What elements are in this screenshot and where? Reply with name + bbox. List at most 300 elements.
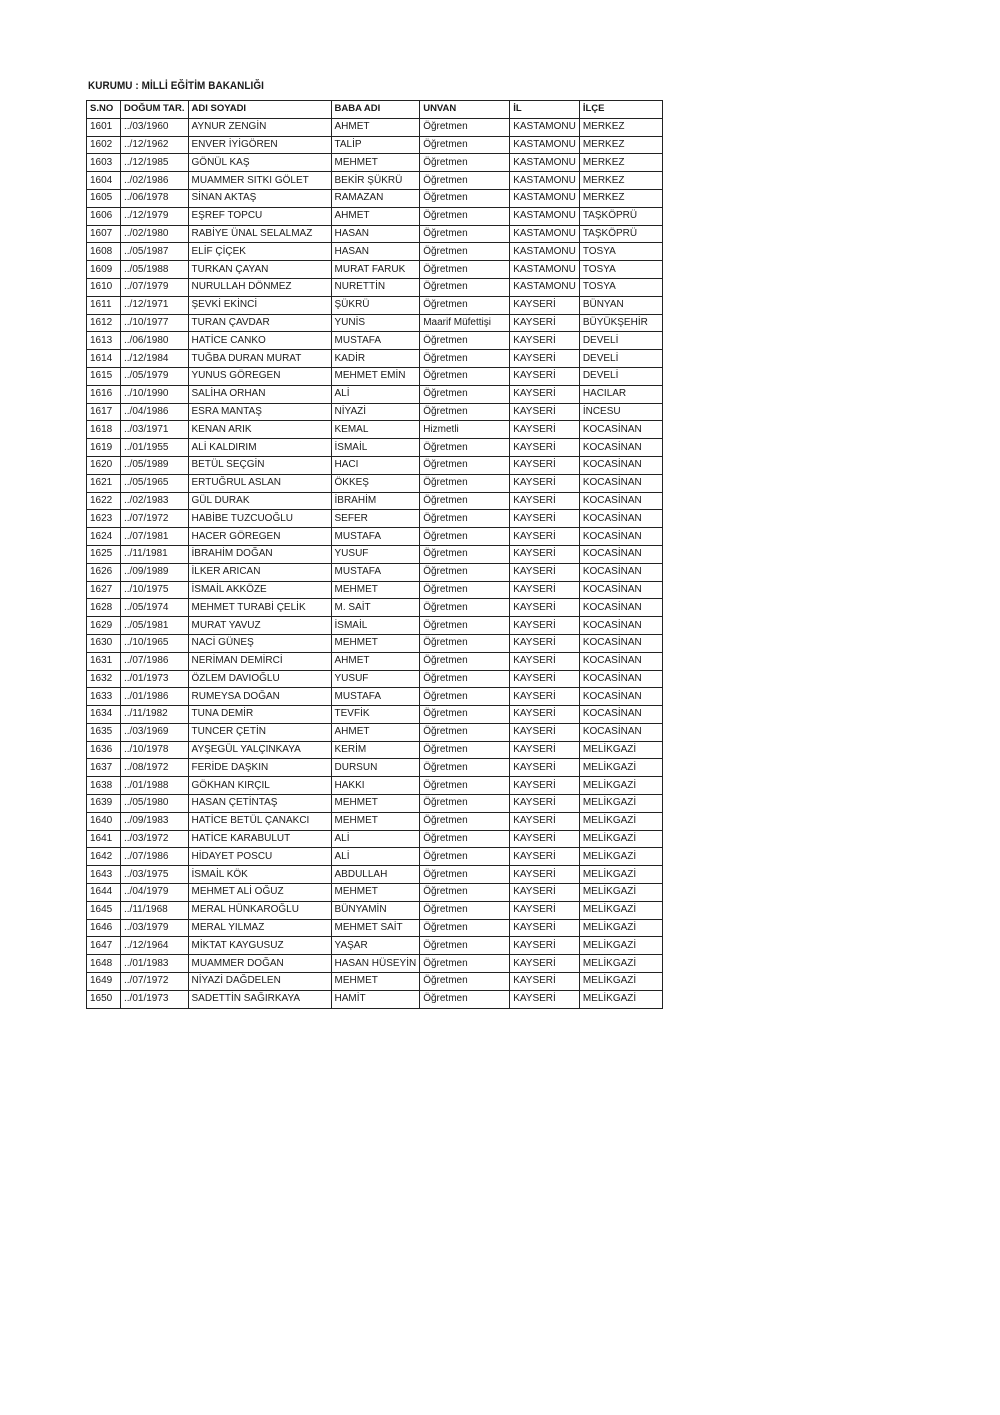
cell-full-name: MERAL YILMAZ (188, 919, 331, 937)
cell-sno: 1635 (87, 723, 121, 741)
header-title: UNVAN (420, 101, 510, 119)
cell-district: MERKEZ (579, 189, 662, 207)
cell-sno: 1609 (87, 261, 121, 279)
cell-birth-date: ../01/1973 (121, 990, 189, 1008)
cell-province: KAYSERİ (510, 812, 580, 830)
cell-sno: 1619 (87, 439, 121, 457)
cell-father-name: NİYAZİ (331, 403, 420, 421)
cell-sno: 1611 (87, 296, 121, 314)
cell-district: BÜYÜKŞEHİR (579, 314, 662, 332)
cell-district: KOCASİNAN (579, 706, 662, 724)
cell-province: KAYSERİ (510, 688, 580, 706)
cell-district: KOCASİNAN (579, 688, 662, 706)
cell-title: Öğretmen (420, 385, 510, 403)
cell-title: Öğretmen (420, 848, 510, 866)
cell-district: MELİKGAZİ (579, 759, 662, 777)
cell-full-name: MEHMET TURABİ ÇELİK (188, 599, 331, 617)
header-district: İLÇE (579, 101, 662, 119)
cell-birth-date: ../05/1988 (121, 261, 189, 279)
cell-sno: 1636 (87, 741, 121, 759)
cell-title: Öğretmen (420, 439, 510, 457)
cell-province: KAYSERİ (510, 599, 580, 617)
cell-title: Öğretmen (420, 172, 510, 190)
cell-full-name: HİDAYET POSCU (188, 848, 331, 866)
cell-province: KAYSERİ (510, 759, 580, 777)
cell-father-name: İSMAİL (331, 617, 420, 635)
cell-birth-date: ../03/1971 (121, 421, 189, 439)
cell-father-name: HASAN (331, 243, 420, 261)
cell-full-name: KENAN ARIK (188, 421, 331, 439)
cell-title: Öğretmen (420, 510, 510, 528)
cell-district: MELİKGAZİ (579, 884, 662, 902)
cell-district: TOSYA (579, 278, 662, 296)
cell-full-name: HASAN ÇETİNTAŞ (188, 795, 331, 813)
cell-father-name: M. SAİT (331, 599, 420, 617)
cell-father-name: MEHMET (331, 634, 420, 652)
cell-birth-date: ../03/1960 (121, 118, 189, 136)
table-row (87, 474, 663, 492)
table-row (87, 439, 663, 457)
cell-title: Öğretmen (420, 225, 510, 243)
table-row (87, 367, 663, 385)
cell-sno: 1622 (87, 492, 121, 510)
cell-title: Öğretmen (420, 866, 510, 884)
cell-province: KASTAMONU (510, 261, 580, 279)
cell-father-name: AHMET (331, 723, 420, 741)
cell-father-name: HAMİT (331, 990, 420, 1008)
cell-district: KOCASİNAN (579, 528, 662, 546)
cell-birth-date: ../07/1981 (121, 528, 189, 546)
cell-full-name: GÖKHAN KIRÇIL (188, 777, 331, 795)
cell-province: KAYSERİ (510, 617, 580, 635)
cell-province: KAYSERİ (510, 332, 580, 350)
cell-province: KAYSERİ (510, 955, 580, 973)
cell-district: MELİKGAZİ (579, 990, 662, 1008)
cell-title: Öğretmen (420, 973, 510, 991)
cell-father-name: BEKİR ŞÜKRÜ (331, 172, 420, 190)
cell-title: Öğretmen (420, 118, 510, 136)
cell-province: KAYSERİ (510, 741, 580, 759)
cell-title: Öğretmen (420, 670, 510, 688)
cell-province: KAYSERİ (510, 830, 580, 848)
cell-sno: 1637 (87, 759, 121, 777)
cell-province: KASTAMONU (510, 118, 580, 136)
table-row (87, 777, 663, 795)
cell-title: Öğretmen (420, 617, 510, 635)
cell-father-name: MEHMET SAİT (331, 919, 420, 937)
cell-title: Öğretmen (420, 884, 510, 902)
cell-birth-date: ../05/1981 (121, 617, 189, 635)
cell-title: Öğretmen (420, 261, 510, 279)
cell-sno: 1648 (87, 955, 121, 973)
cell-title: Öğretmen (420, 759, 510, 777)
cell-district: TOSYA (579, 243, 662, 261)
cell-province: KAYSERİ (510, 652, 580, 670)
cell-province: KAYSERİ (510, 350, 580, 368)
cell-father-name: MEHMET (331, 795, 420, 813)
cell-full-name: HATİCE CANKO (188, 332, 331, 350)
cell-father-name: ŞÜKRÜ (331, 296, 420, 314)
cell-title: Öğretmen (420, 350, 510, 368)
cell-province: KAYSERİ (510, 723, 580, 741)
cell-sno: 1623 (87, 510, 121, 528)
table-row (87, 261, 663, 279)
cell-province: KAYSERİ (510, 866, 580, 884)
cell-district: MERKEZ (579, 172, 662, 190)
cell-sno: 1603 (87, 154, 121, 172)
cell-birth-date: ../03/1975 (121, 866, 189, 884)
cell-title: Öğretmen (420, 901, 510, 919)
cell-sno: 1632 (87, 670, 121, 688)
table-row (87, 385, 663, 403)
table-row (87, 207, 663, 225)
cell-father-name: MEHMET (331, 154, 420, 172)
cell-sno: 1616 (87, 385, 121, 403)
cell-title: Öğretmen (420, 652, 510, 670)
cell-full-name: ŞEVKİ EKİNCİ (188, 296, 331, 314)
cell-title: Öğretmen (420, 777, 510, 795)
cell-province: KASTAMONU (510, 154, 580, 172)
cell-father-name: KADİR (331, 350, 420, 368)
cell-title: Öğretmen (420, 706, 510, 724)
cell-birth-date: ../06/1978 (121, 189, 189, 207)
cell-father-name: SEFER (331, 510, 420, 528)
cell-province: KAYSERİ (510, 385, 580, 403)
cell-province: KAYSERİ (510, 884, 580, 902)
cell-district: DEVELİ (579, 367, 662, 385)
cell-father-name: NURETTİN (331, 278, 420, 296)
cell-father-name: MURAT FARUK (331, 261, 420, 279)
cell-full-name: SİNAN AKTAŞ (188, 189, 331, 207)
cell-father-name: ABDULLAH (331, 866, 420, 884)
cell-title: Öğretmen (420, 955, 510, 973)
cell-title: Öğretmen (420, 296, 510, 314)
cell-title: Öğretmen (420, 723, 510, 741)
cell-title: Öğretmen (420, 154, 510, 172)
cell-district: KOCASİNAN (579, 545, 662, 563)
cell-birth-date: ../12/1979 (121, 207, 189, 225)
cell-father-name: MUSTAFA (331, 528, 420, 546)
cell-district: DEVELİ (579, 332, 662, 350)
cell-father-name: TEVFİK (331, 706, 420, 724)
cell-district: KOCASİNAN (579, 492, 662, 510)
cell-full-name: İSMAİL KÖK (188, 866, 331, 884)
table-row (87, 581, 663, 599)
table-row (87, 189, 663, 207)
cell-birth-date: ../09/1983 (121, 812, 189, 830)
table-row (87, 670, 663, 688)
table-body (87, 118, 663, 1008)
cell-sno: 1638 (87, 777, 121, 795)
cell-title: Öğretmen (420, 937, 510, 955)
cell-title: Öğretmen (420, 136, 510, 154)
cell-birth-date: ../01/1988 (121, 777, 189, 795)
cell-sno: 1650 (87, 990, 121, 1008)
cell-father-name: HASAN HÜSEYİN (331, 955, 420, 973)
cell-full-name: ELİF ÇİÇEK (188, 243, 331, 261)
cell-province: KASTAMONU (510, 189, 580, 207)
cell-sno: 1639 (87, 795, 121, 813)
cell-sno: 1628 (87, 599, 121, 617)
cell-province: KAYSERİ (510, 670, 580, 688)
cell-title: Öğretmen (420, 830, 510, 848)
cell-sno: 1615 (87, 367, 121, 385)
cell-district: KOCASİNAN (579, 617, 662, 635)
cell-title: Öğretmen (420, 403, 510, 421)
cell-title: Öğretmen (420, 528, 510, 546)
cell-district: KOCASİNAN (579, 456, 662, 474)
cell-father-name: MUSTAFA (331, 688, 420, 706)
cell-district: MELİKGAZİ (579, 812, 662, 830)
cell-district: MELİKGAZİ (579, 901, 662, 919)
cell-birth-date: ../10/1978 (121, 741, 189, 759)
cell-sno: 1606 (87, 207, 121, 225)
cell-sno: 1607 (87, 225, 121, 243)
cell-title: Öğretmen (420, 456, 510, 474)
cell-title: Öğretmen (420, 545, 510, 563)
cell-father-name: YAŞAR (331, 937, 420, 955)
cell-birth-date: ../02/1980 (121, 225, 189, 243)
cell-province: KAYSERİ (510, 528, 580, 546)
cell-birth-date: ../01/1983 (121, 955, 189, 973)
cell-sno: 1634 (87, 706, 121, 724)
cell-title: Öğretmen (420, 599, 510, 617)
cell-birth-date: ../04/1986 (121, 403, 189, 421)
cell-sno: 1640 (87, 812, 121, 830)
cell-province: KAYSERİ (510, 296, 580, 314)
cell-title: Öğretmen (420, 189, 510, 207)
cell-district: KOCASİNAN (579, 599, 662, 617)
cell-province: KAYSERİ (510, 563, 580, 581)
cell-title: Hizmetli (420, 421, 510, 439)
table-row (87, 723, 663, 741)
cell-sno: 1618 (87, 421, 121, 439)
cell-full-name: HACER GÖREGEN (188, 528, 331, 546)
cell-title: Öğretmen (420, 278, 510, 296)
cell-birth-date: ../10/1965 (121, 634, 189, 652)
cell-birth-date: ../01/1973 (121, 670, 189, 688)
cell-birth-date: ../12/1964 (121, 937, 189, 955)
cell-sno: 1605 (87, 189, 121, 207)
cell-province: KAYSERİ (510, 634, 580, 652)
cell-full-name: HABİBE TUZCUOĞLU (188, 510, 331, 528)
cell-full-name: ÖZLEM DAVIOĞLU (188, 670, 331, 688)
header-birth-date: DOĞUM TAR. (121, 101, 189, 119)
cell-father-name: KERİM (331, 741, 420, 759)
cell-father-name: BÜNYAMİN (331, 901, 420, 919)
cell-title: Öğretmen (420, 243, 510, 261)
cell-father-name: HACI (331, 456, 420, 474)
cell-title: Öğretmen (420, 795, 510, 813)
cell-father-name: AHMET (331, 652, 420, 670)
cell-province: KAYSERİ (510, 314, 580, 332)
cell-full-name: FERİDE DAŞKIN (188, 759, 331, 777)
cell-father-name: ALİ (331, 385, 420, 403)
cell-sno: 1641 (87, 830, 121, 848)
cell-birth-date: ../05/1987 (121, 243, 189, 261)
cell-birth-date: ../01/1986 (121, 688, 189, 706)
cell-birth-date: ../08/1972 (121, 759, 189, 777)
table-row (87, 634, 663, 652)
cell-title: Öğretmen (420, 634, 510, 652)
cell-full-name: TUNCER ÇETİN (188, 723, 331, 741)
cell-birth-date: ../07/1986 (121, 652, 189, 670)
cell-title: Öğretmen (420, 332, 510, 350)
cell-full-name: GÜL DURAK (188, 492, 331, 510)
cell-province: KASTAMONU (510, 278, 580, 296)
table-row (87, 795, 663, 813)
cell-birth-date: ../05/1974 (121, 599, 189, 617)
cell-title: Öğretmen (420, 812, 510, 830)
cell-province: KASTAMONU (510, 225, 580, 243)
cell-full-name: RUMEYSA DOĞAN (188, 688, 331, 706)
table-row (87, 136, 663, 154)
cell-district: KOCASİNAN (579, 652, 662, 670)
cell-province: KAYSERİ (510, 901, 580, 919)
table-row (87, 350, 663, 368)
cell-province: KAYSERİ (510, 439, 580, 457)
cell-full-name: ENVER İYİGÖREN (188, 136, 331, 154)
header-full-name: ADI SOYADI (188, 101, 331, 119)
cell-father-name: AHMET (331, 118, 420, 136)
cell-father-name: HAKKI (331, 777, 420, 795)
cell-sno: 1627 (87, 581, 121, 599)
table-row (87, 741, 663, 759)
cell-father-name: İSMAİL (331, 439, 420, 457)
cell-sno: 1617 (87, 403, 121, 421)
cell-sno: 1614 (87, 350, 121, 368)
cell-title: Öğretmen (420, 688, 510, 706)
cell-birth-date: ../11/1981 (121, 545, 189, 563)
cell-father-name: İBRAHİM (331, 492, 420, 510)
table-row (87, 118, 663, 136)
cell-sno: 1644 (87, 884, 121, 902)
cell-title: Öğretmen (420, 741, 510, 759)
cell-district: TAŞKÖPRÜ (579, 207, 662, 225)
cell-birth-date: ../12/1985 (121, 154, 189, 172)
cell-birth-date: ../03/1972 (121, 830, 189, 848)
cell-district: MELİKGAZİ (579, 777, 662, 795)
cell-full-name: MEHMET ALİ OĞUZ (188, 884, 331, 902)
table-row (87, 884, 663, 902)
cell-district: MELİKGAZİ (579, 866, 662, 884)
cell-full-name: SADETTİN SAĞIRKAYA (188, 990, 331, 1008)
cell-district: KOCASİNAN (579, 634, 662, 652)
table-row (87, 225, 663, 243)
cell-birth-date: ../07/1972 (121, 973, 189, 991)
cell-sno: 1626 (87, 563, 121, 581)
cell-district: MERKEZ (579, 154, 662, 172)
table-row (87, 278, 663, 296)
cell-district: MERKEZ (579, 136, 662, 154)
table-row (87, 812, 663, 830)
cell-father-name: HASAN (331, 225, 420, 243)
cell-full-name: BETÜL SEÇGİN (188, 456, 331, 474)
cell-district: KOCASİNAN (579, 581, 662, 599)
cell-district: KOCASİNAN (579, 723, 662, 741)
cell-district: KOCASİNAN (579, 563, 662, 581)
cell-father-name: YUSUF (331, 545, 420, 563)
table-row (87, 990, 663, 1008)
cell-province: KAYSERİ (510, 777, 580, 795)
cell-full-name: NİYAZİ DAĞDELEN (188, 973, 331, 991)
table-row (87, 456, 663, 474)
cell-father-name: DURSUN (331, 759, 420, 777)
cell-sno: 1604 (87, 172, 121, 190)
table-row (87, 973, 663, 991)
cell-province: KAYSERİ (510, 581, 580, 599)
table-row (87, 759, 663, 777)
cell-father-name: MEHMET (331, 973, 420, 991)
cell-full-name: NACİ GÜNEŞ (188, 634, 331, 652)
cell-father-name: MEHMET (331, 884, 420, 902)
cell-father-name: YUNİS (331, 314, 420, 332)
table-row (87, 296, 663, 314)
cell-birth-date: ../05/1989 (121, 456, 189, 474)
cell-province: KASTAMONU (510, 243, 580, 261)
cell-birth-date: ../04/1979 (121, 884, 189, 902)
cell-father-name: RAMAZAN (331, 189, 420, 207)
cell-province: KAYSERİ (510, 510, 580, 528)
cell-birth-date: ../03/1969 (121, 723, 189, 741)
cell-father-name: MUSTAFA (331, 332, 420, 350)
cell-sno: 1646 (87, 919, 121, 937)
table-row (87, 955, 663, 973)
cell-full-name: ERTUĞRUL ASLAN (188, 474, 331, 492)
cell-father-name: MUSTAFA (331, 563, 420, 581)
table-row (87, 492, 663, 510)
cell-sno: 1613 (87, 332, 121, 350)
table-row (87, 421, 663, 439)
cell-birth-date: ../10/1990 (121, 385, 189, 403)
cell-birth-date: ../02/1986 (121, 172, 189, 190)
cell-district: MELİKGAZİ (579, 830, 662, 848)
cell-birth-date: ../12/1984 (121, 350, 189, 368)
table-row (87, 243, 663, 261)
cell-full-name: AYŞEGÜL YALÇINKAYA (188, 741, 331, 759)
cell-birth-date: ../10/1977 (121, 314, 189, 332)
cell-birth-date: ../07/1979 (121, 278, 189, 296)
cell-sno: 1624 (87, 528, 121, 546)
cell-district: DEVELİ (579, 350, 662, 368)
cell-district: TOSYA (579, 261, 662, 279)
cell-province: KAYSERİ (510, 367, 580, 385)
cell-sno: 1649 (87, 973, 121, 991)
table-row (87, 706, 663, 724)
table-row (87, 688, 663, 706)
cell-full-name: İBRAHİM DOĞAN (188, 545, 331, 563)
cell-sno: 1602 (87, 136, 121, 154)
cell-sno: 1629 (87, 617, 121, 635)
cell-province: KAYSERİ (510, 990, 580, 1008)
table-row (87, 154, 663, 172)
cell-birth-date: ../10/1975 (121, 581, 189, 599)
table-row (87, 652, 663, 670)
cell-full-name: İSMAİL AKKÖZE (188, 581, 331, 599)
cell-father-name: MEHMET (331, 581, 420, 599)
cell-sno: 1621 (87, 474, 121, 492)
cell-province: KAYSERİ (510, 403, 580, 421)
cell-birth-date: ../03/1979 (121, 919, 189, 937)
cell-district: HACILAR (579, 385, 662, 403)
cell-father-name: ALİ (331, 848, 420, 866)
cell-birth-date: ../11/1968 (121, 901, 189, 919)
cell-sno: 1625 (87, 545, 121, 563)
cell-full-name: MİKTAT KAYGUSUZ (188, 937, 331, 955)
cell-father-name: TALİP (331, 136, 420, 154)
cell-full-name: YUNUS GÖREGEN (188, 367, 331, 385)
cell-sno: 1645 (87, 901, 121, 919)
